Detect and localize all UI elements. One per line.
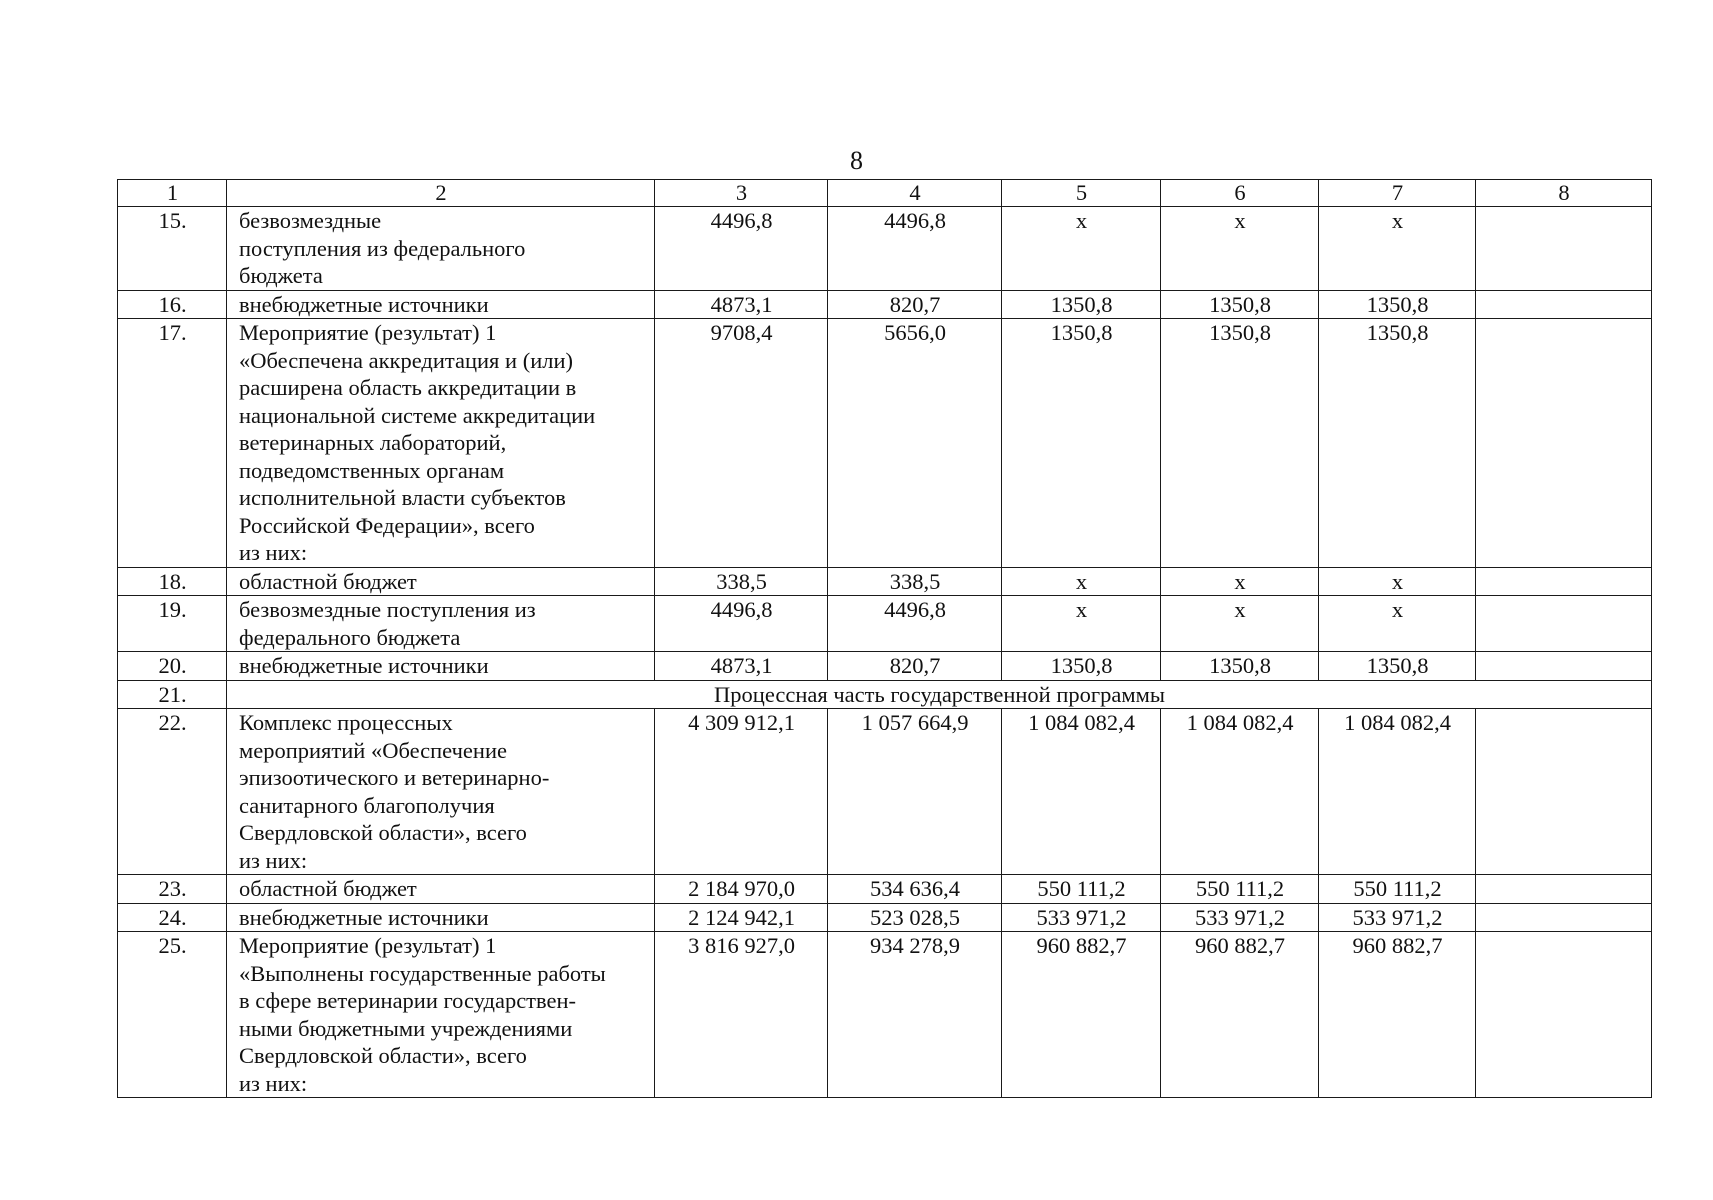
value-cell-col-5: х bbox=[1002, 567, 1161, 596]
description-line: безвозмездные bbox=[239, 208, 382, 233]
value-cell-col-5: 960 882,7 bbox=[1002, 932, 1161, 1098]
header-row bbox=[118, 180, 1652, 207]
value-cell-col-6: 1350,8 bbox=[1161, 319, 1319, 568]
description-line: ными бюджетными учреждениями bbox=[239, 1015, 573, 1041]
table-body bbox=[118, 180, 1652, 1098]
value-cell-col-4: 4496,8 bbox=[828, 207, 1002, 291]
description-line: внебюджетные источники bbox=[239, 653, 489, 678]
description-line: федерального бюджета bbox=[239, 624, 461, 650]
budget-table bbox=[117, 179, 1652, 1098]
value-cell-col-8 bbox=[1476, 875, 1652, 904]
value-cell-col-3: 338,5 bbox=[655, 567, 828, 596]
value-cell-col-5: х bbox=[1002, 596, 1161, 652]
description-cell bbox=[227, 290, 655, 319]
table-row bbox=[118, 652, 1652, 681]
description-cell bbox=[227, 652, 655, 681]
value-cell-col-6: х bbox=[1161, 596, 1319, 652]
value-cell-col-5: 1350,8 bbox=[1002, 319, 1161, 568]
value-cell-col-4: 820,7 bbox=[828, 652, 1002, 681]
value-cell-col-5: 533 971,2 bbox=[1002, 903, 1161, 932]
table-row bbox=[118, 207, 1652, 291]
description-line: областной бюджет bbox=[239, 876, 417, 901]
value-cell-col-3: 2 184 970,0 bbox=[655, 875, 828, 904]
value-cell-col-7: 533 971,2 bbox=[1319, 903, 1476, 932]
description-line: расширена область аккредитации в bbox=[239, 375, 577, 400]
description-line: внебюджетные источники bbox=[239, 291, 489, 317]
table-row bbox=[118, 680, 1652, 709]
value-cell-col-4: 934 278,9 bbox=[828, 932, 1002, 1098]
value-cell-col-7: х bbox=[1319, 567, 1476, 596]
header-cell-5: 5 bbox=[1002, 180, 1161, 207]
row-number-cell: 22. bbox=[118, 709, 227, 875]
value-cell-col-4: 5656,0 bbox=[828, 319, 1002, 568]
value-cell-col-5: х bbox=[1002, 207, 1161, 291]
value-cell-col-6: 1350,8 bbox=[1161, 652, 1319, 681]
value-cell-col-7: 1350,8 bbox=[1319, 290, 1476, 319]
table-row bbox=[118, 709, 1652, 875]
value-cell-col-7: 960 882,7 bbox=[1319, 932, 1476, 1098]
value-cell-col-4: 338,5 bbox=[828, 567, 1002, 596]
value-cell-col-7: 1 084 082,4 bbox=[1319, 709, 1476, 875]
header-cell-2: 2 bbox=[227, 180, 655, 207]
value-cell-col-8 bbox=[1476, 709, 1652, 875]
value-cell-col-5: 1350,8 bbox=[1002, 290, 1161, 319]
value-cell-col-8 bbox=[1476, 596, 1652, 652]
value-cell-col-8 bbox=[1476, 319, 1652, 568]
row-number-cell: 25. bbox=[118, 932, 227, 1098]
value-cell-col-3: 3 816 927,0 bbox=[655, 932, 828, 1098]
value-cell-col-4: 534 636,4 bbox=[828, 875, 1002, 904]
header-cell-8: 8 bbox=[1476, 180, 1652, 207]
value-cell-col-8 bbox=[1476, 903, 1652, 932]
description-line: подведомственных органам bbox=[239, 457, 505, 483]
value-cell-col-6: х bbox=[1161, 567, 1319, 596]
description-line: исполнительной власти субъектов bbox=[239, 485, 566, 510]
value-cell-col-6: 533 971,2 bbox=[1161, 903, 1319, 932]
value-cell-col-3: 4873,1 bbox=[655, 290, 828, 319]
header-cell-7: 7 bbox=[1319, 180, 1476, 207]
value-cell-col-7: 1350,8 bbox=[1319, 319, 1476, 568]
table-row bbox=[118, 319, 1652, 568]
header-cell-6: 6 bbox=[1161, 180, 1319, 207]
description-line: национальной системе аккредитации bbox=[239, 402, 596, 428]
value-cell-col-7: х bbox=[1319, 207, 1476, 291]
value-cell-col-3: 4873,1 bbox=[655, 652, 828, 681]
table-row bbox=[118, 932, 1652, 1098]
value-cell-col-5: 550 111,2 bbox=[1002, 875, 1161, 904]
row-number-cell: 17. bbox=[118, 319, 227, 568]
description-line: из них: bbox=[239, 847, 308, 873]
value-cell-col-7: х bbox=[1319, 596, 1476, 652]
row-number-cell: 16. bbox=[118, 290, 227, 319]
description-line: «Обеспечена аккредитация и (или) bbox=[239, 347, 573, 373]
header-cell-3: 3 bbox=[655, 180, 828, 207]
table-row bbox=[118, 290, 1652, 319]
description-cell bbox=[227, 709, 655, 875]
value-cell-col-4: 523 028,5 bbox=[828, 903, 1002, 932]
description-line: эпизоотического и ветеринарно- bbox=[239, 765, 550, 790]
page-number: 8 bbox=[850, 146, 863, 175]
table-row bbox=[118, 875, 1652, 904]
value-cell-col-6: 960 882,7 bbox=[1161, 932, 1319, 1098]
value-cell-col-8 bbox=[1476, 290, 1652, 319]
value-cell-col-4: 820,7 bbox=[828, 290, 1002, 319]
description-line: поступления из федерального bbox=[239, 235, 526, 261]
value-cell-col-3: 4 309 912,1 bbox=[655, 709, 828, 875]
value-cell-col-3: 9708,4 bbox=[655, 319, 828, 568]
value-cell-col-4: 4496,8 bbox=[828, 596, 1002, 652]
row-number-cell: 24. bbox=[118, 903, 227, 932]
description-line: Свердловской области», всего bbox=[239, 820, 527, 845]
row-number-cell: 19. bbox=[118, 596, 227, 652]
value-cell-col-5: 1350,8 bbox=[1002, 652, 1161, 681]
description-line: Мероприятие (результат) 1 bbox=[239, 933, 497, 958]
value-cell-col-5: 1 084 082,4 bbox=[1002, 709, 1161, 875]
description-line: Свердловской области», всего bbox=[239, 1043, 527, 1068]
table-row bbox=[118, 596, 1652, 652]
value-cell-col-7: 550 111,2 bbox=[1319, 875, 1476, 904]
description-cell bbox=[227, 596, 655, 652]
row-number-cell: 23. bbox=[118, 875, 227, 904]
description-line: санитарного благополучия bbox=[239, 792, 495, 818]
row-number-cell: 15. bbox=[118, 207, 227, 291]
description-line: Мероприятие (результат) 1 bbox=[239, 320, 497, 345]
description-line: «Выполнены государственные работы bbox=[239, 960, 606, 986]
description-line: Комплекс процессных bbox=[239, 710, 453, 735]
description-line: ветеринарных лабораторий, bbox=[239, 430, 507, 455]
value-cell-col-8 bbox=[1476, 207, 1652, 291]
description-line: областной бюджет bbox=[239, 568, 417, 594]
value-cell-col-3: 2 124 942,1 bbox=[655, 903, 828, 932]
description-cell bbox=[227, 207, 655, 291]
value-cell-col-6: 550 111,2 bbox=[1161, 875, 1319, 904]
table-row bbox=[118, 567, 1652, 596]
description-line: бюджета bbox=[239, 263, 323, 288]
value-cell-col-4: 1 057 664,9 bbox=[828, 709, 1002, 875]
description-line: внебюджетные источники bbox=[239, 904, 489, 930]
header-cell-4: 4 bbox=[828, 180, 1002, 207]
description-cell bbox=[227, 932, 655, 1098]
value-cell-col-3: 4496,8 bbox=[655, 207, 828, 291]
value-cell-col-7: 1350,8 bbox=[1319, 652, 1476, 681]
row-number-cell: 18. bbox=[118, 567, 227, 596]
header-cell-1: 1 bbox=[118, 180, 227, 207]
description-line: из них: bbox=[239, 1070, 308, 1096]
description-line: Российской Федерации», всего bbox=[239, 512, 535, 538]
table-row bbox=[118, 903, 1652, 932]
value-cell-col-6: 1 084 082,4 bbox=[1161, 709, 1319, 875]
row-number-cell: 20. bbox=[118, 652, 227, 681]
description-line: мероприятий «Обеспечение bbox=[239, 737, 507, 763]
description-line: из них: bbox=[239, 540, 308, 565]
value-cell-col-6: х bbox=[1161, 207, 1319, 291]
value-cell-col-6: 1350,8 bbox=[1161, 290, 1319, 319]
description-cell bbox=[227, 875, 655, 904]
description-line: безвозмездные поступления из bbox=[239, 597, 536, 622]
section-title-cell: Процессная часть государственной программы bbox=[227, 680, 1652, 709]
description-line: в сфере ветеринарии государствен- bbox=[239, 988, 577, 1013]
description-cell bbox=[227, 903, 655, 932]
value-cell-col-8 bbox=[1476, 652, 1652, 681]
description-cell bbox=[227, 567, 655, 596]
description-cell bbox=[227, 319, 655, 568]
value-cell-col-3: 4496,8 bbox=[655, 596, 828, 652]
value-cell-col-8 bbox=[1476, 932, 1652, 1098]
row-number-cell: 21. bbox=[118, 680, 227, 709]
value-cell-col-8 bbox=[1476, 567, 1652, 596]
